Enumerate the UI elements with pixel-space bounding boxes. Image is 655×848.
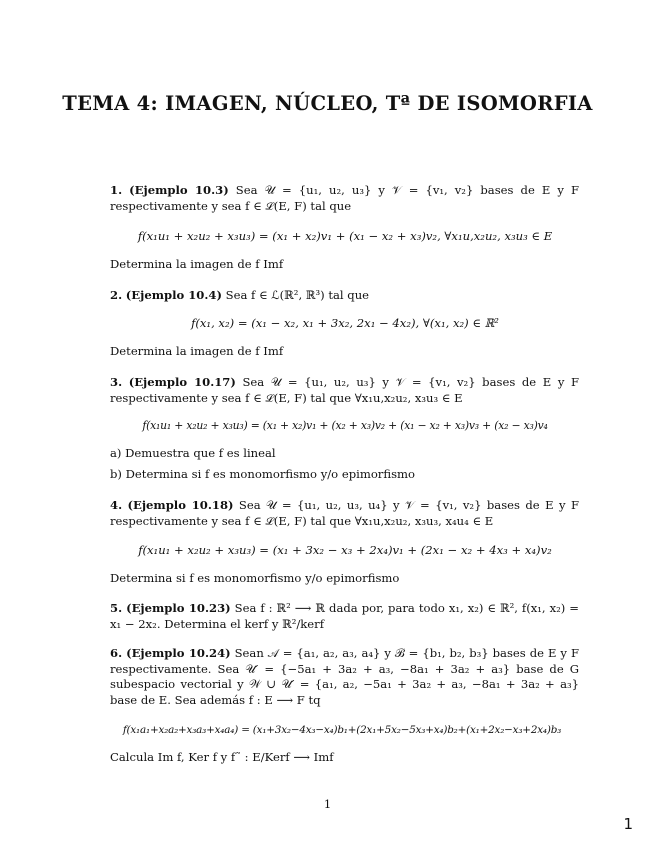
viewer-page-indicator: 1 (623, 815, 633, 833)
problem-4-equation: f(x₁u₁ + x₂u₂ + x₃u₃) = (x₁ + 3x₂ − x₃ + 2x₄)v₁ + (2x₁ − x₂ + 4x₃ + x₄)v₂ (138, 543, 552, 557)
problem-3-number: 3. (110, 375, 123, 389)
problem-1-equation: f(x₁u₁ + x₂u₂ + x₃u₃) = (x₁ + x₂)v₁ + (x₁ − x₂ + x₃)v₂, ∀x₁u,x₂u₂, x₃u₃ ∈ E (137, 229, 553, 243)
problem-3-equation: f(x₁u₁ + x₂u₂ + x₃u₃) = (x₁ + x₂)v₁ + (x₂ + x₃)v₂ + (x₁ − x₂ + x₃)v₃ + (x₂ − x₃)v₄ (142, 419, 548, 432)
problem-2-number: 2. (110, 288, 123, 302)
problem-1-question: Determina la imagen de f Imf (110, 257, 284, 271)
problem-1-label: (Ejemplo 10.3) (129, 183, 229, 197)
problem-6-label: (Ejemplo 10.24) (126, 646, 231, 660)
problem-3-label: (Ejemplo 10.17) (128, 375, 236, 389)
problem-5-text: Sea f : ℝ² ⟶ ℝ dada por, para todo x₁, x₂) ∈ ℝ², f(x₁, x₂) = x₁ − 2x₂. Determina el kerf y ℝ²/kerf (110, 601, 580, 631)
problem-3-text: Sea 𝒰 = {u₁, u₂, u₃} y 𝒱 = {v₁, v₂} bases de E y F respectivamente y sea f ∈ ℒ(E, F) tal que ∀x₁u,x₂u₂, x₃u₃ ∈ E (110, 375, 580, 405)
problem-2-statement (110, 288, 579, 304)
problem-2-question: Determina la imagen de f Imf (110, 344, 284, 358)
problem-1-text: Sea 𝒰 = {u₁, u₂, u₃} y 𝒱 = {v₁, v₂} bases de E y F respectivamente y sea f ∈ ℒ(E, F) tal que (110, 183, 580, 213)
problem-6-question: Calcula Im f, Ker f y f˜ : E/Kerf ⟶ Imf (110, 750, 334, 764)
page-title: TEMA 4: IMAGEN, NÚCLEO, Tª DE ISOMORFIA (62, 92, 593, 115)
problem-4-statement (110, 498, 579, 529)
problem-4-question: Determina si f es monomorfismo y/o epimorfismo (110, 571, 400, 585)
problem-6-text: Sean 𝒜 = {a₁, a₂, a₃, a₄} y ℬ = {b₁, b₂, b₃} bases de E y F respectivamente. Sea 𝒰′ = {−5a₁ + 3a₂ + a₃, −8a₁ + 3a₂ + a₃} base de G subespacio vectorial y 𝒲 ∪ 𝒰′ = {a₁, a₂, −5a₁ + 3a₂ + a₃, −8a₁ + 3a₂ + a₃} base de E. Sea además f : E ⟶ F tq (110, 646, 579, 707)
problem-4-text: Sea 𝒰 = {u₁, u₂, u₃, u₄} y 𝒱 = {v₁, v₂} bases de E y F respectivamente y sea f ∈ ℒ(E, F) tal que ∀x₁u,x₂u₂, x₃u₃, x₄u₄ ∈ E (110, 498, 579, 528)
problem-2-text: Sea f ∈ ℒ(ℝ², ℝ³) tal que (225, 288, 370, 302)
problem-4-label: (Ejemplo 10.18) (127, 498, 234, 512)
problem-3-item-a: a) Demuestra que f es lineal (110, 446, 276, 460)
problem-5-label: (Ejemplo 10.23) (126, 601, 231, 615)
problem-2-label: (Ejemplo 10.4) (125, 288, 222, 302)
problem-2-equation: f(x₁, x₂) = (x₁ − x₂, x₁ + 3x₂, 2x₁ − 4x₂), ∀(x₁, x₂) ∈ ℝ² (191, 316, 499, 330)
problem-6-number: 6. (110, 646, 123, 660)
problem-5-statement (110, 601, 579, 632)
problem-3-statement (110, 375, 579, 406)
problem-6-statement (110, 646, 579, 708)
page-number: 1 (323, 797, 332, 811)
problem-1-statement (110, 183, 579, 214)
problem-6-equation: f(x₁a₁+x₂a₂+x₃a₃+x₄a₄) = (x₁+3x₂−4x₃−x₄)b₁+(2x₁+5x₂−5x₃+x₄)b₂+(x₁+2x₂−x₃+2x₄)b₃ (122, 724, 562, 736)
problem-1-number: 1. (110, 183, 123, 197)
problem-5-number: 5. (110, 601, 123, 615)
problem-4-number: 4. (110, 498, 123, 512)
problem-3-item-b: b) Determina si f es monomorfismo y/o epimorfismo (110, 467, 415, 481)
